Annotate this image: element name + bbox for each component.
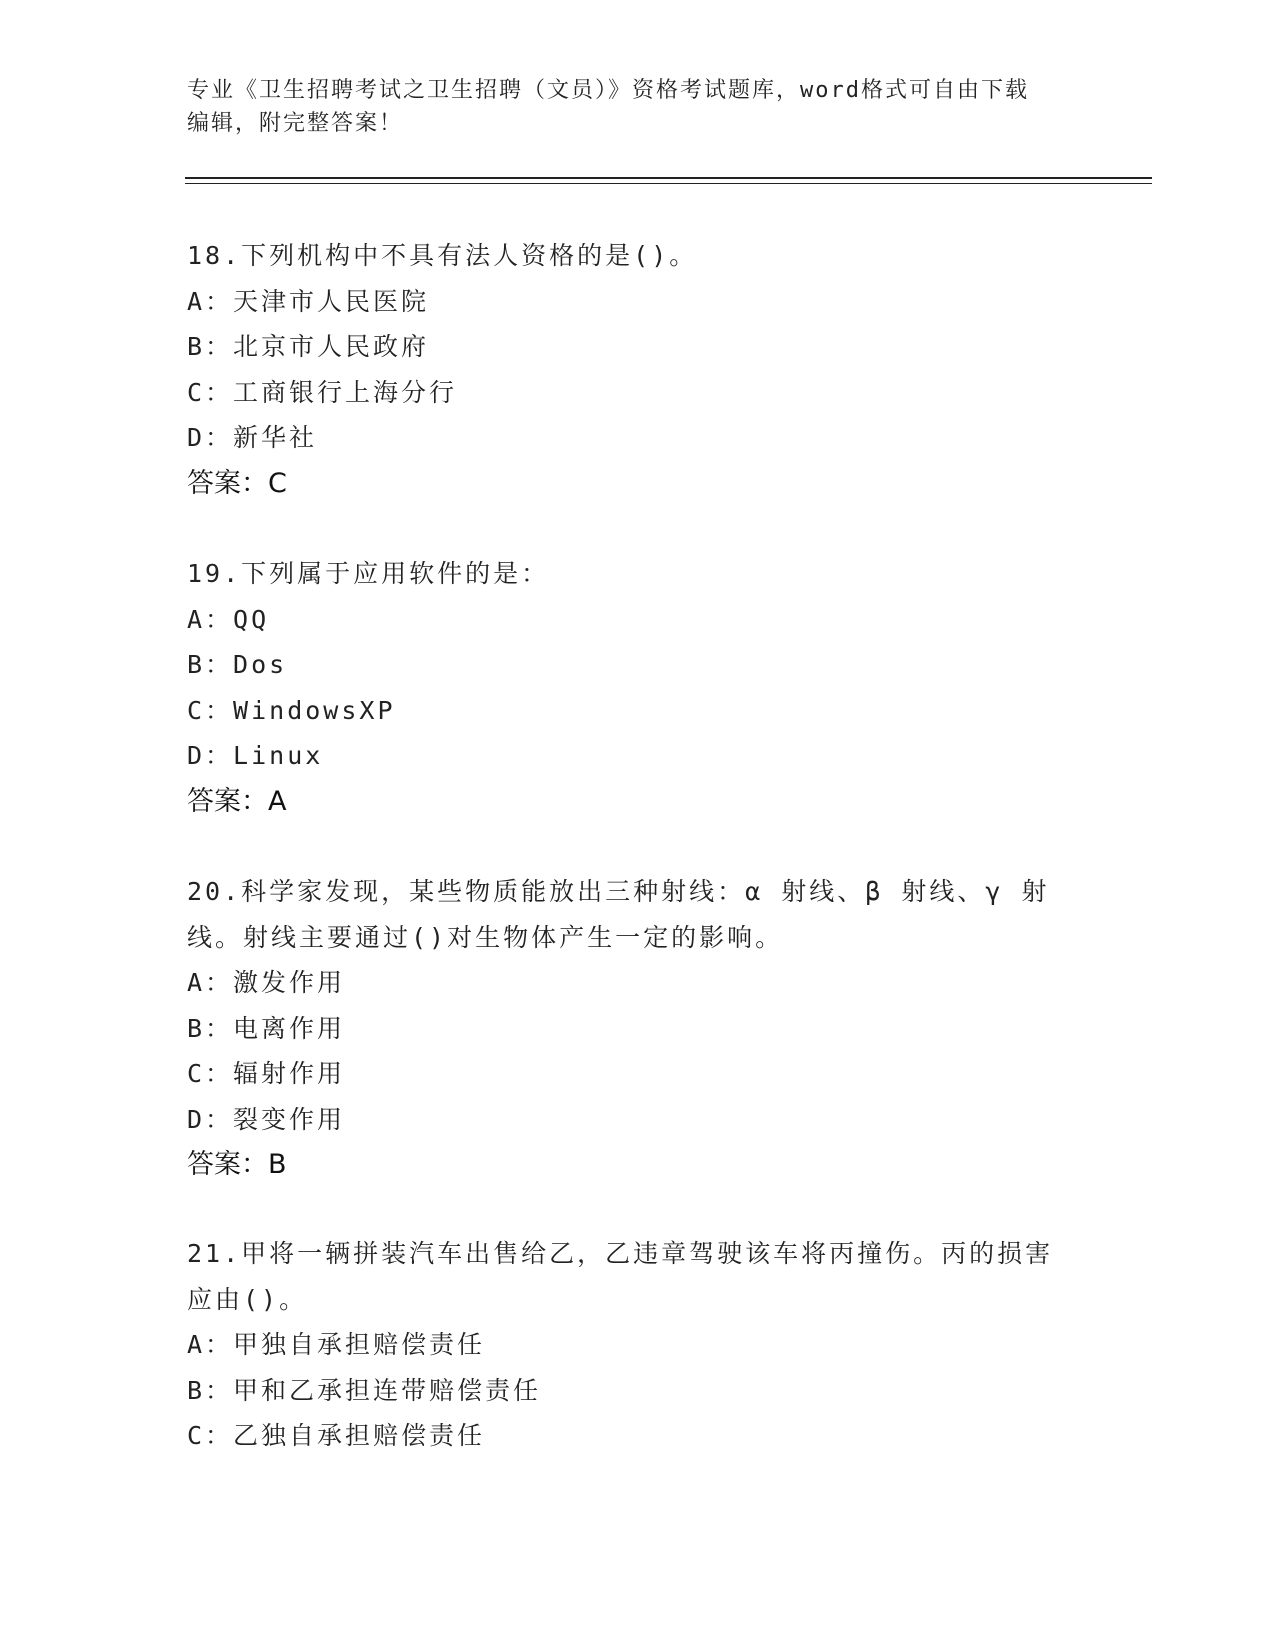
option-d: D：新华社 — [187, 423, 318, 452]
option-b: B：Dos — [187, 650, 288, 679]
document-header — [187, 74, 1067, 140]
option-b: B：甲和乙承担连带赔偿责任 — [187, 1375, 542, 1405]
option-a: A：天津市人民医院 — [187, 286, 430, 316]
answer-label: 答案：B — [187, 1149, 287, 1180]
question-19 — [187, 551, 1087, 824]
question-stem-line-2: 应由()。 — [187, 1284, 308, 1314]
option-b: B：电离作用 — [187, 1013, 346, 1043]
question-18 — [187, 233, 1087, 506]
answer-label: 答案：C — [187, 467, 287, 499]
option-a: A：激发作用 — [187, 968, 346, 997]
question-stem-line-2: 线。射线主要通过()对生物体产生一定的影响。 — [187, 922, 784, 952]
answer-label: 答案：A — [187, 785, 287, 817]
question-stem-line-1: 20.科学家发现，某些物质能放出三种射线：α 射线、β 射线、γ 射 — [187, 877, 1050, 906]
option-b: B：北京市人民政府 — [187, 332, 430, 361]
header-divider-bottom — [185, 183, 1152, 184]
option-c: C：WindowsXP — [187, 695, 396, 725]
option-c: C：辐射作用 — [187, 1059, 346, 1088]
option-a: A：甲独自承担赔偿责任 — [187, 1330, 486, 1359]
option-d: D：裂变作用 — [187, 1104, 346, 1134]
header-line-1: 专业《卫生招聘考试之卫生招聘（文员）》资格考试题库，word格式可自由下载 — [187, 78, 1029, 103]
option-c: C：乙独自承担赔偿责任 — [187, 1421, 486, 1450]
option-c: C：工商银行上海分行 — [187, 377, 458, 407]
question-stem: 18.下列机构中不具有法人资格的是()。 — [187, 241, 698, 270]
question-21 — [187, 1231, 1087, 1459]
question-20 — [187, 869, 1087, 1188]
question-stem: 19.下列属于应用软件的是： — [187, 559, 550, 588]
header-line-2: 编辑，附完整答案！ — [187, 111, 404, 136]
header-divider-top — [185, 177, 1152, 179]
question-stem-line-1: 21.甲将一辆拼装汽车出售给乙，乙违章驾驶该车将丙撞伤。丙的损害 — [187, 1239, 1054, 1268]
option-a: A：QQ — [187, 604, 270, 634]
option-d: D：Linux — [187, 741, 324, 770]
